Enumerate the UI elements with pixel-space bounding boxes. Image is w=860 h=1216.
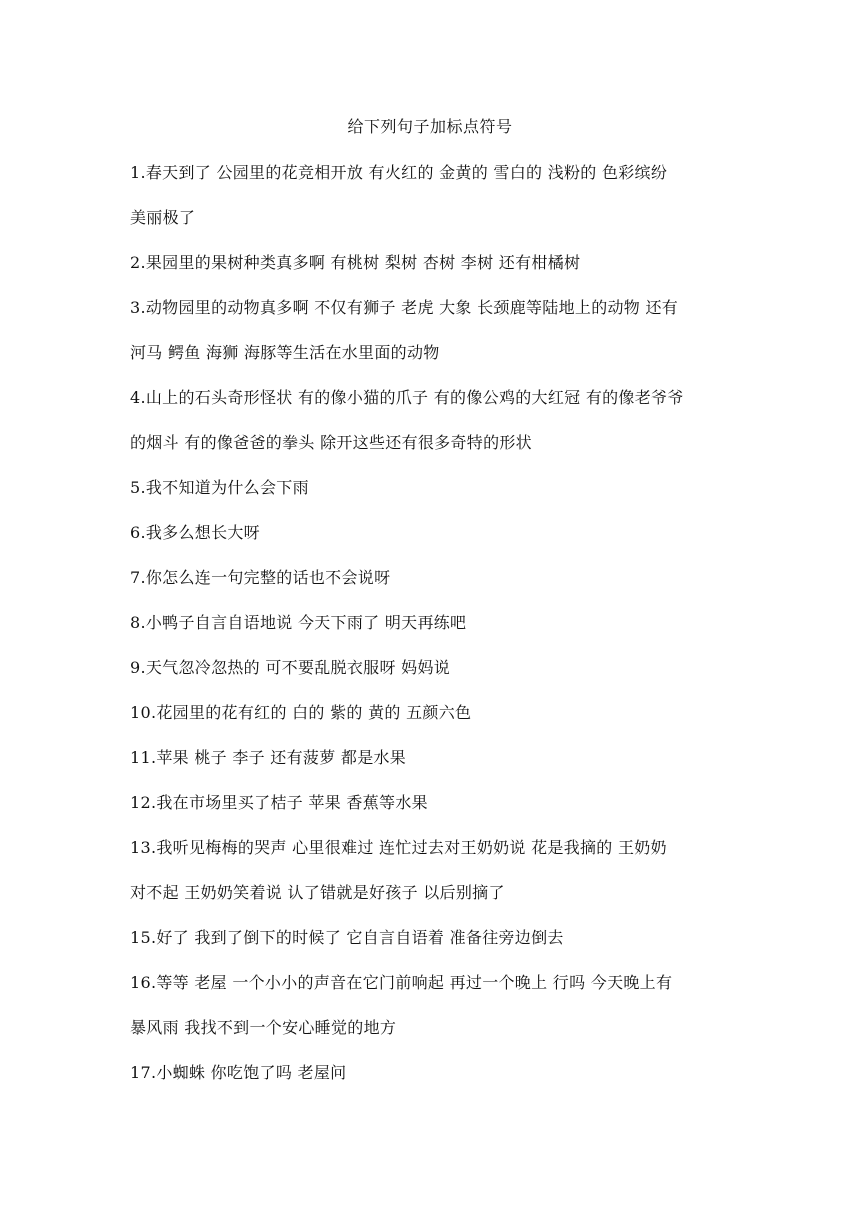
text-line: 8.小鸭子自言自语地说 今天下雨了 明天再练吧 — [130, 613, 467, 632]
text-line: 对不起 王奶奶笑着说 认了错就是好孩子 以后别摘了 — [130, 883, 505, 902]
text-line: 河马 鳄鱼 海狮 海豚等生活在水里面的动物 — [130, 343, 440, 362]
text-line: 11.苹果 桃子 李子 还有菠萝 都是水果 — [130, 748, 407, 767]
text-line: 暴风雨 我找不到一个安心睡觉的地方 — [130, 1018, 397, 1037]
text-line: 2.果园里的果树种类真多啊 有桃树 梨树 杏树 李树 还有柑橘树 — [130, 253, 581, 272]
text-line: 7.你怎么连一句完整的话也不会说呀 — [130, 568, 391, 587]
exercise-list — [130, 160, 740, 1105]
text-line: 3.动物园里的动物真多啊 不仅有狮子 老虎 大象 长颈鹿等陆地上的动物 还有 — [130, 298, 679, 317]
text-line: 10.花园里的花有红的 白的 紫的 黄的 五颜六色 — [130, 703, 472, 722]
text-line: 13.我听见梅梅的哭声 心里很难过 连忙过去对王奶奶说 花是我摘的 王奶奶 — [130, 838, 667, 857]
text-line: 15.好了 我到了倒下的时候了 它自言自语着 准备往旁边倒去 — [130, 928, 564, 947]
text-line: 4.山上的石头奇形怪状 有的像小猫的爪子 有的像公鸡的大红冠 有的像老爷爷 — [130, 388, 684, 407]
text-line: 12.我在市场里买了桔子 苹果 香蕉等水果 — [130, 793, 428, 812]
text-line: 9.天气忽冷忽热的 可不要乱脱衣服呀 妈妈说 — [130, 658, 451, 677]
text-line: 5.我不知道为什么会下雨 — [130, 478, 309, 497]
text-line: 1.春天到了 公园里的花竞相开放 有火红的 金黄的 雪白的 浅粉的 色彩缤纷 — [130, 163, 668, 182]
document-title: 给下列句子加标点符号 — [347, 117, 513, 136]
text-line: 美丽极了 — [130, 208, 196, 227]
text-line: 6.我多么想长大呀 — [130, 523, 260, 542]
text-line: 的烟斗 有的像爸爸的拳头 除开这些还有很多奇特的形状 — [130, 433, 532, 452]
text-line: 16.等等 老屋 一个小小的声音在它门前响起 再过一个晚上 行吗 今天晚上有 — [130, 973, 673, 992]
text-line: 17.小蜘蛛 你吃饱了吗 老屋问 — [130, 1063, 347, 1082]
